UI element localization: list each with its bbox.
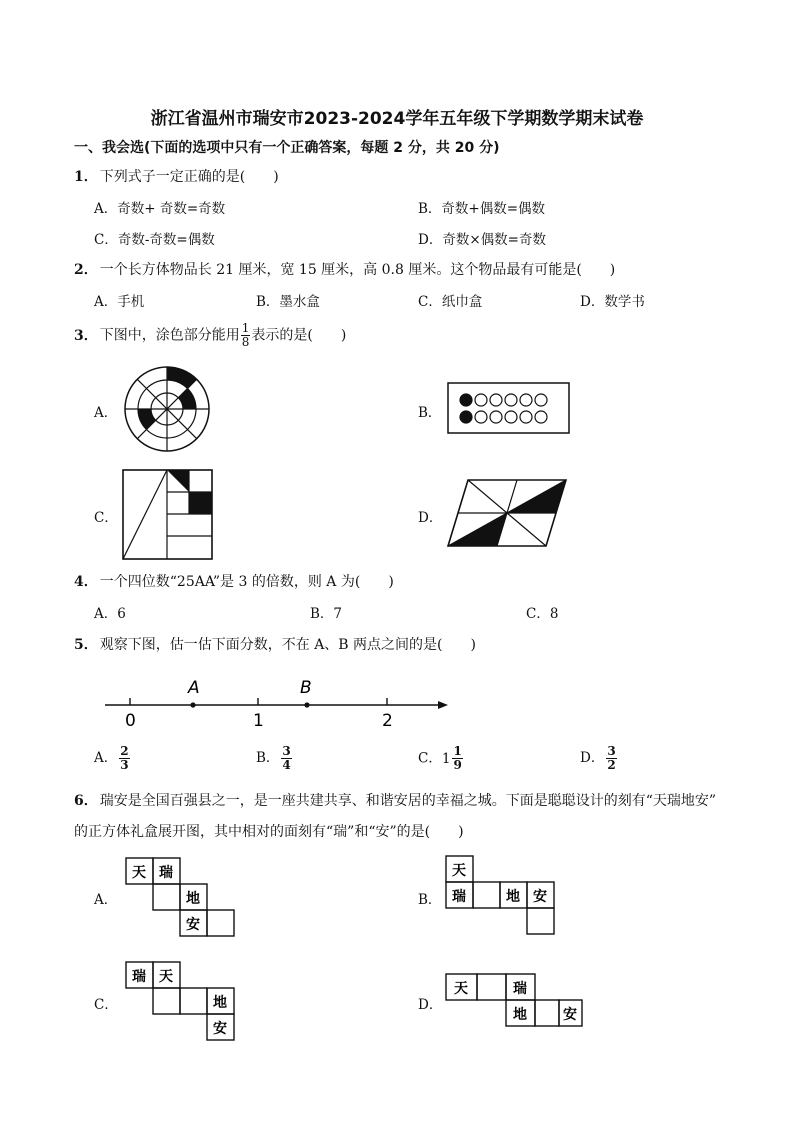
number-line	[100, 670, 452, 732]
cube-net-b	[444, 854, 556, 938]
q5-option-d: D． $\frac{3}{2}$	[580, 744, 616, 772]
svg-text:瑞: 瑞	[159, 865, 173, 881]
svg-text:安: 安	[186, 917, 200, 933]
point-a-label: A	[188, 678, 200, 698]
question-text-end: 表示的是( )	[251, 327, 347, 344]
tick-label-0: 0	[125, 711, 136, 731]
question-text: 下列式子一定正确的是( )	[99, 169, 279, 185]
q6-label-d: D．	[418, 997, 443, 1013]
question-number: 3．	[74, 327, 98, 344]
svg-text:天: 天	[159, 969, 173, 985]
svg-text:地: 地	[213, 995, 227, 1011]
q6-label-c: C．	[94, 997, 118, 1013]
fraction: $\frac{3}{2}$	[607, 744, 616, 772]
svg-text:天: 天	[454, 981, 468, 997]
question-3	[74, 322, 346, 349]
q3-label-b: B．	[418, 405, 442, 421]
cube-net-d	[444, 972, 584, 1030]
q3-label-c: C．	[94, 510, 118, 526]
question-6-line2: 的正方体礼盒展开图，其中相对的面刻有“瑞”和“安”的是( )	[74, 824, 464, 840]
q4-option-c: C．8	[526, 606, 559, 622]
fraction-one-eighth: $\frac{1}{8}$	[241, 321, 250, 349]
svg-text:天: 天	[132, 865, 146, 881]
figure-parallelogram	[446, 477, 570, 549]
svg-text:地: 地	[506, 889, 520, 905]
svg-text:瑞: 瑞	[513, 981, 527, 997]
section-heading: 一、我会选(下面的选项中只有一个正确答案，每题 2 分，共 20 分)	[74, 140, 500, 156]
question-text: 一个四位数“25AA”是 3 的倍数，则 A 为( )	[99, 574, 394, 590]
q4-option-b: B．7	[310, 606, 343, 622]
cube-net-c	[124, 960, 236, 1044]
q6-label-a: A．	[94, 892, 118, 908]
figure-circles-box	[447, 382, 571, 434]
svg-text:地: 地	[513, 1007, 527, 1023]
point-b-dot	[304, 702, 309, 707]
figure-square-split	[121, 468, 215, 562]
q3-label-d: D．	[418, 510, 443, 526]
svg-text:瑞: 瑞	[132, 969, 146, 985]
q2-option-d: D．数学书	[580, 294, 645, 310]
q5-option-c: C． 1 $\frac{1}{9}$	[418, 744, 462, 772]
page-title: 浙江省温州市瑞安市2023-2024学年五年级下学期数学期末试卷	[150, 109, 644, 129]
svg-text:安: 安	[533, 889, 547, 905]
q1-option-c: C．奇数-奇数=偶数	[94, 232, 215, 248]
q2-option-c: C．纸巾盒	[418, 294, 483, 310]
q5-option-b: B． $\frac{3}{4}$	[256, 744, 291, 772]
question-1	[74, 166, 279, 186]
svg-text:安: 安	[213, 1021, 227, 1037]
question-number: 4．	[74, 574, 98, 590]
q1-option-a: A．奇数+ 奇数=奇数	[94, 201, 226, 217]
question-text: 下图中，涂色部分能用	[99, 327, 240, 344]
q2-option-a: A．手机	[94, 294, 145, 310]
question-6	[74, 790, 716, 810]
fraction: $\frac{3}{4}$	[282, 744, 291, 772]
point-a-dot	[190, 702, 195, 707]
tick-label-2: 2	[382, 711, 393, 731]
q4-option-a: A．6	[94, 606, 126, 622]
mixed-number: 1 $\frac{1}{9}$	[441, 744, 462, 772]
tick-label-1: 1	[253, 711, 264, 731]
cube-net-a	[124, 856, 236, 940]
question-number: 2．	[74, 262, 98, 278]
q2-option-b: B．墨水盒	[256, 294, 320, 310]
figure-circle-rings	[122, 364, 212, 454]
q1-option-b: B．奇数+偶数=偶数	[418, 201, 546, 217]
question-number: 5．	[74, 637, 98, 653]
fraction: $\frac{2}{3}$	[120, 744, 129, 772]
svg-text:安: 安	[563, 1007, 577, 1023]
point-b-label: B	[300, 678, 312, 698]
question-text: 一个长方体物品长 21 厘米，宽 15 厘米，高 0.8 厘米。这个物品最有可能是( )	[99, 262, 616, 278]
question-text: 瑞安是全国百强县之一，是一座共建共享、和谐安居的幸福之城。下面是聪聪设计的刻有“天瑞地安”	[99, 793, 717, 809]
svg-text:瑞: 瑞	[452, 889, 466, 905]
svg-text:天: 天	[452, 863, 466, 879]
svg-text:地: 地	[186, 891, 200, 907]
question-2	[74, 259, 615, 279]
q6-label-b: B．	[418, 892, 442, 908]
q1-option-d: D．奇数×偶数=奇数	[418, 232, 546, 248]
question-number: 6．	[74, 793, 98, 809]
question-4	[74, 571, 394, 591]
q3-label-a: A．	[94, 405, 118, 421]
question-text: 观察下图，估一估下面分数，不在 A、B 两点之间的是( )	[99, 637, 476, 653]
question-number: 1．	[74, 169, 98, 185]
q5-option-a: A． $\frac{2}{3}$	[94, 744, 129, 772]
question-5	[74, 634, 476, 654]
